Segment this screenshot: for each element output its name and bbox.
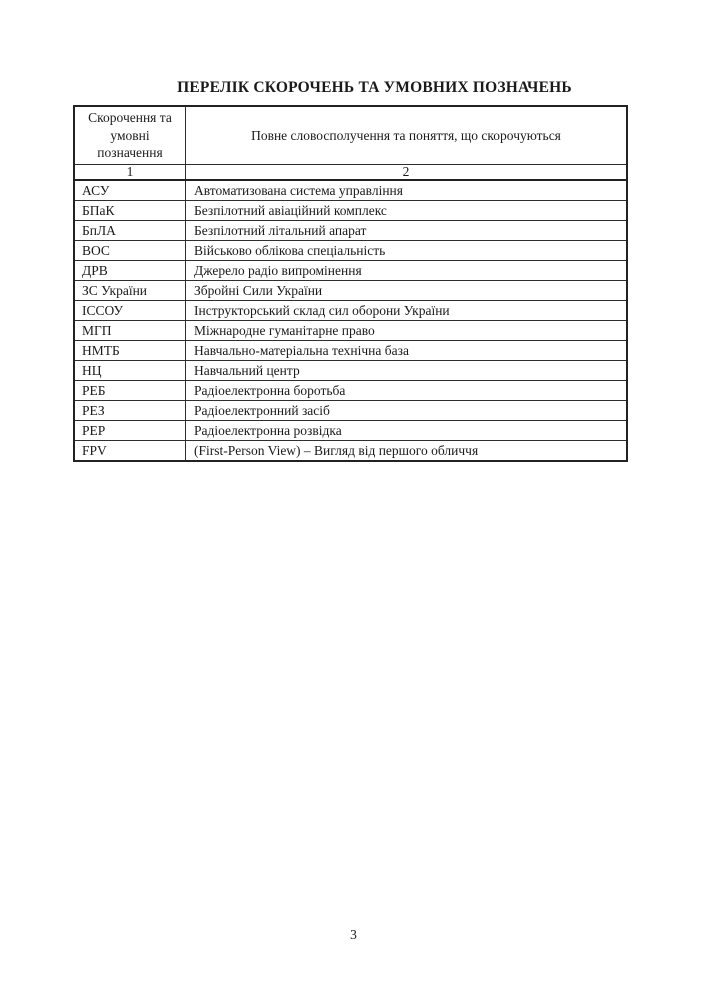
abbreviation-cell: МГП xyxy=(74,321,186,341)
table-row xyxy=(74,401,627,421)
column-header-full-phrase: Повне словосполучення та поняття, що скорочуються xyxy=(186,106,628,165)
abbreviation-cell: БпЛА xyxy=(74,221,186,241)
full-phrase-cell: (First-Person View) – Вигляд від першого обличчя xyxy=(186,441,628,462)
full-phrase-cell: Військово облікова спеціальність xyxy=(186,241,628,261)
full-phrase-cell: Навчально-матеріальна технічна база xyxy=(186,341,628,361)
abbreviations-table xyxy=(73,105,628,462)
full-phrase-cell: Автоматизована система управління xyxy=(186,180,628,201)
abbreviation-cell: РЕБ xyxy=(74,381,186,401)
abbreviation-cell: АСУ xyxy=(74,180,186,201)
abbreviation-cell: ДРВ xyxy=(74,261,186,281)
full-phrase-cell: Радіоелектронна розвідка xyxy=(186,421,628,441)
full-phrase-cell: Навчальний центр xyxy=(186,361,628,381)
page-number: 3 xyxy=(350,927,357,942)
abbreviation-cell: ІССОУ xyxy=(74,301,186,321)
abbreviation-cell: РЕЗ xyxy=(74,401,186,421)
column-index-1: 1 xyxy=(74,165,186,181)
full-phrase-cell: Джерело радіо випромінення xyxy=(186,261,628,281)
abbreviation-cell: НЦ xyxy=(74,361,186,381)
table-row xyxy=(74,180,627,201)
abbreviation-cell: БПаК xyxy=(74,201,186,221)
table-row xyxy=(74,381,627,401)
table-header-row xyxy=(74,106,627,165)
page-title: ПЕРЕЛІК СКОРОЧЕНЬ ТА УМОВНИХ ПОЗНАЧЕНЬ xyxy=(177,79,572,96)
column-index-2: 2 xyxy=(186,165,628,181)
table-row xyxy=(74,341,627,361)
table-row xyxy=(74,321,627,341)
table-row xyxy=(74,221,627,241)
table-row xyxy=(74,281,627,301)
full-phrase-cell: Безпілотний літальний апарат xyxy=(186,221,628,241)
abbreviation-cell: РЕР xyxy=(74,421,186,441)
abbreviation-cell: FPV xyxy=(74,441,186,462)
table-row xyxy=(74,261,627,281)
abbreviation-cell: ВОС xyxy=(74,241,186,261)
table-row xyxy=(74,301,627,321)
table-row xyxy=(74,201,627,221)
abbreviation-cell: ЗС України xyxy=(74,281,186,301)
full-phrase-cell: Радіоелектронний засіб xyxy=(186,401,628,421)
table-body xyxy=(74,180,627,461)
full-phrase-cell: Міжнародне гуманітарне право xyxy=(186,321,628,341)
column-header-abbreviation: Скорочення та умовні позначення xyxy=(74,106,186,165)
table-row xyxy=(74,241,627,261)
full-phrase-cell: Радіоелектронна боротьба xyxy=(186,381,628,401)
table-row xyxy=(74,441,627,462)
table-row xyxy=(74,361,627,381)
full-phrase-cell: Інструкторський склад сил оборони України xyxy=(186,301,628,321)
abbreviation-cell: НМТБ xyxy=(74,341,186,361)
table-header xyxy=(74,106,627,180)
table-row xyxy=(74,421,627,441)
column-index-row xyxy=(74,165,627,181)
full-phrase-cell: Безпілотний авіаційний комплекс xyxy=(186,201,628,221)
full-phrase-cell: Збройні Сили України xyxy=(186,281,628,301)
